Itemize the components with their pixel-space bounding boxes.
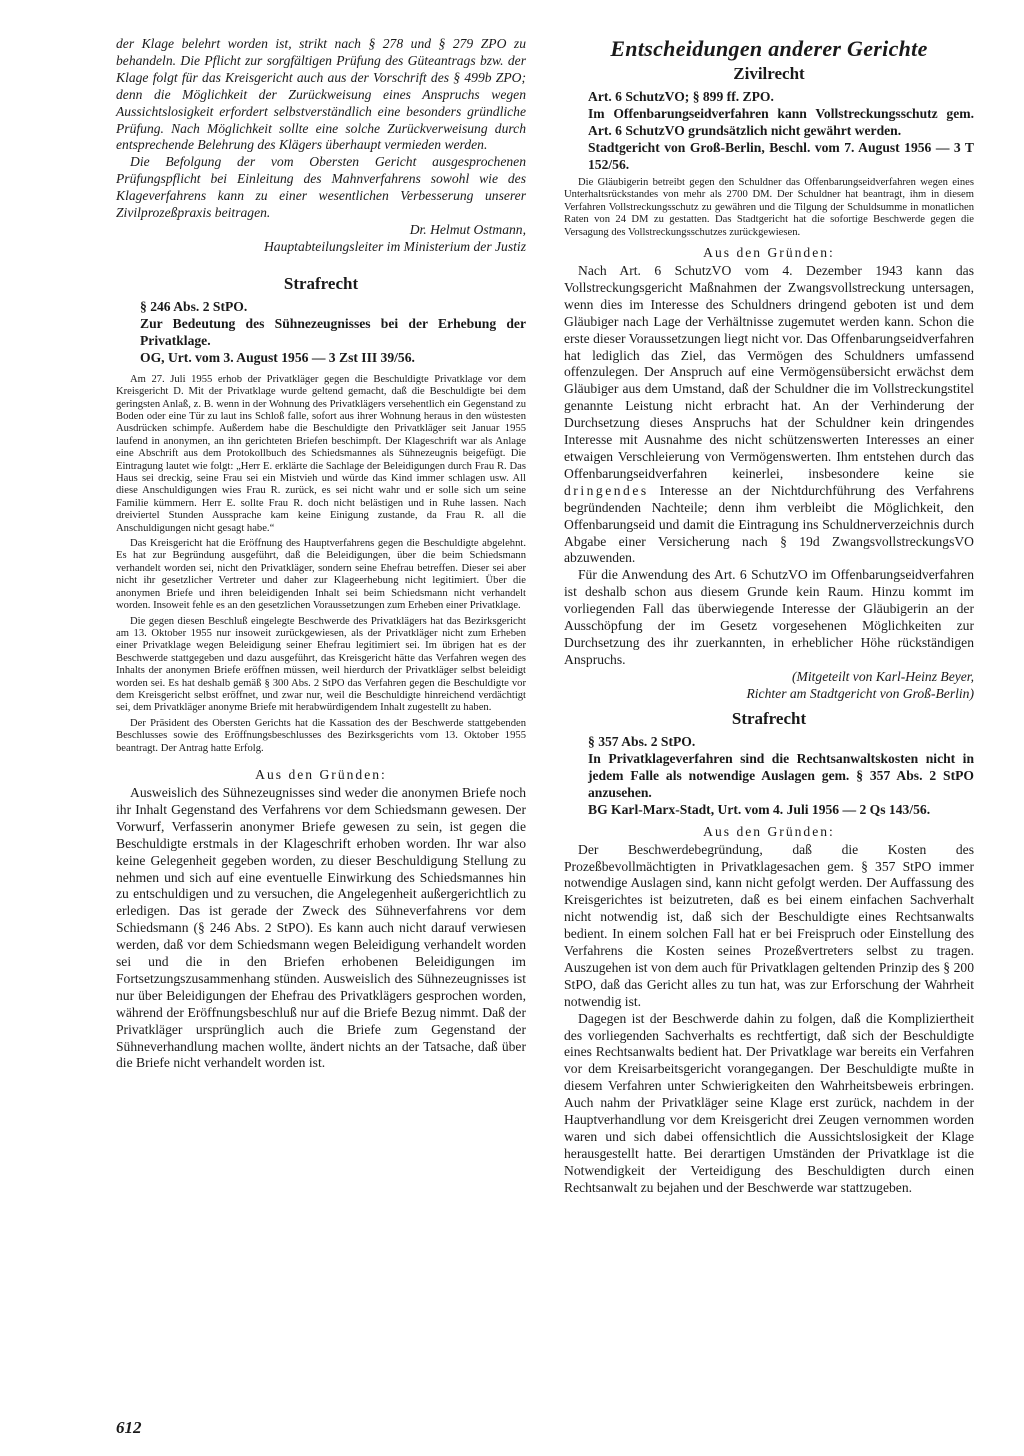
law-reference: § 246 Abs. 2 StPO. xyxy=(140,298,248,314)
intro-paragraph-1: der Klage belehrt worden ist, strikt nach § 278 und § 279 ZPO zu behandeln. Die Pflicht zur sorgfältigen Prüfung des Güteantrags bzw. der Klage folgt für das Kreisgericht auch aus der Vorschrift des § 499b ZPO; denn die Möglichkeit der Zurückweisung eines Anspruchs wegen Aussichtslosigkeit erfordert selbstverständlich eine besonders gründliche Prüfung. Nach Möglichkeit sollte eine solche Zurückverweisung durch entsprechende Belehrung des Klägers überhaupt vermieden werden. xyxy=(116,36,526,153)
reasons-1-paragraph-b: Für die Anwendung des Art. 6 SchutzVO im Offenbarungseidverfahren ist deshalb schon aus diesem Grunde kein Raum. Hinzu kommt im vorliegenden Fall das überwiegende Interesse der Gläubigerin an der Ausschöpfung der im Gesetz vorgesehenen Möglichkeiten zur Durchsetzung des ihr zuerkannten, in erheblicher Höhe rückständigen Anspruchs. xyxy=(564,567,974,667)
facts-1: Die Gläubigerin betreibt gegen den Schuldner das Offenbarungseidverfahren wegen eines Unterhaltsrückstandes von mehr als 2700 DM. Der Schuldner hat beantragt, ihm in diesem Verfahren Vollstreckungsschutz zu gewähren und die Tilgung der Schuldsumme in monatlichen Raten von 24 DM zu gestatten. Das Stadtgericht hat die sofortige Beschwerde gegen die Versagung des Vollstreckungsschutzes zurückgewiesen. xyxy=(564,177,974,238)
case-citation-2: BG Karl-Marx-Stadt, Urt. vom 4. Juli 1956 — 2 Qs 143/56. xyxy=(588,801,931,817)
headnote: Zur Bedeutung des Sühnezeugnisses bei der Erhebung der Privatklage. xyxy=(140,315,526,348)
facts-paragraph-4: Der Präsident des Obersten Gerichts hat die Kassation des der Beschwerde stattgebenden Beschlusses sowie des Eröffnungsbeschlusses des Bezirksgerichts vom 13. Oktober 1955 beantragt. Der Antrag hatte Erfolg. xyxy=(116,717,526,754)
communicated-by: (Mitgeteilt von Karl-Heinz Beyer, xyxy=(792,668,974,684)
reasons-paragraph: Ausweislich des Sühnezeugnisses sind weder die anonymen Briefe noch ihr Inhalt Gegenstand des Verfahrens vor dem Schiedsmann gewesen. Der Vorwurf, Verfasserin anonymer Briefe gewesen zu sein, ist gegen die Beschuldigte erstmals in der Klageschrift erhoben worden. Ihr war also keine Gelegenheit gegeben worden, zu dieser Beschuldigung Stellung zu nehmen und sich auf eine eventuelle Einwirkung des Schiedsmannes hin zu entschuldigen und zu versuchen, die Angelegenheit außergerichtlich zu erledigen. Das ist gerade der Zweck des Sühneverfahrens vor dem Schiedsmann (§ 246 Abs. 2 StPO). Es kann auch nicht darauf verwiesen werden, daß vor dem Schiedsmann wegen Beleidigung verhandelt worden sei und die in den Briefen erhobenen Beleidigungen im Fortsetzungszusammenhang stünden. Ausweislich des Sühnezeugnisses ist nur über Beleidigungen der Ehefrau des Privatklägers gesprochen worden, während der Eröffnungsbeschluß nur auf die Briefe Bezug nimmt. Daß der Privatkläger ursprünglich auch die Briefe zum Gegenstand der Sühneverhandlung machen wollte, ändert nichts an der Tatsache, daß über die Briefe nicht verhandelt worden ist. xyxy=(116,784,526,1071)
reasons-2-paragraph-a: Der Beschwerdebegründung, daß die Kosten des Prozeßbevollmächtigten in Privatklagesachen gem. § 357 StPO immer notwendige Auslagen sind, kann nicht gefolgt werden. Der Auffassung des Kreisgerichtes ist beizutreten, daß es bei einem einfachen Sachverhalt nicht notwendig ist, daß sich der Beschuldigte eines Rechtsanwalts bedient. In einem solchen Fall hat er bei Freispruch oder Einstellung des Verfahrens die Kosten seines Prozeßvertreters selbst zu tragen. Auszugehen ist von dem auch für Privatklagen geltenden Prinzip des § 200 StPO, daß das Gericht alles zu tun hat, was zur Erforschung der Wahrheit notwendig ist. xyxy=(564,841,974,1009)
left-column xyxy=(116,36,526,1072)
facts-paragraph-1: Am 27. Juli 1955 erhob der Privatkläger gegen die Beschuldigte Privatklage vor dem Kreisgericht D. Mit der Privatklage wurde geltend gemacht, daß die Beschuldigte bei dem geringsten Anlaß, z. B. wenn in der Wohnung des Privatklägers versehentlich ein Gegenstand zu Boden oder eine Tür zu laut ins Schloß falle, sofort aus ihrer Wohnung heraus in den wüstesten Ausdrücken schimpfe. Außerdem habe die Beschuldigte den Privatkläger seit Januar 1955 laufend in anonymen, an ihn gerichteten Briefen beschimpft. Der Klageschrift war als Anlage eine Abschrift aus dem Protokollbuch des Schiedsmannes als Sühnezeugnis beigefügt. Die Eintragung lautet wie folgt: „Herr E. erklärte die Sachlage der Beleidigungen durch Frau R. Das Haus sei dreckig, seine Frau sei ein Mistvieh und würde das Kind immer schlagen usw. All diese Anschuldigungen wies Frau R. zurück, es sei nicht wahr und er solle sich um seine Familie kümmern. Herr E. sollte Frau R. doch nicht belästigen und in Ruhe lassen. Nach dreiviertel Stunden Aussprache kam keine Einigung zustande, da Frau R. all die Anschuldigungen nicht gesagt habe.“ xyxy=(116,373,526,534)
section-heading-strafrecht-2: Strafrecht xyxy=(731,708,807,728)
intro-paragraph-2: Die Befolgung der vom Obersten Gericht ausgesprochenen Prüfungspflicht bei Einleitung des Mahnverfahrens sowohl wie des Klageverfahrens kann zu einer wesentlichen Verbesserung unserer Zivilprozeßpraxis beitragen. xyxy=(116,154,526,221)
author-name: Dr. Helmut Ostmann, xyxy=(409,221,526,237)
communicated-title: Richter am Stadtgericht von Groß-Berlin) xyxy=(746,685,974,701)
emphasis-dringendes: dringendes xyxy=(564,482,649,498)
reasons-heading: Aus den Gründen: xyxy=(255,766,387,782)
reasons-1-text-b: Interesse an der Nichtdurchführung des Verfahrens begründenden Nachteile; denn ihm verbleibt die Möglichkeit, den Offenbarungseid und damit die Eintragung ins Schuldnerverzeichnis durch Abgabe einer Versicherung nach § 19d ZwangsvollstreckungsVO abzuwenden. xyxy=(564,482,974,566)
reasons-1-text-a: Nach Art. 6 SchutzVO vom 4. Dezember 1943 kann das Vollstreckungsgericht Maßnahmen der Zwangsvollstreckung untersagen, wenn dies im Interesse des Schuldners dringend geboten ist und dem Gläubiger nach Lage der Verhältnisse zugemutet werden kann. Schon die erste dieser Voraussetzungen liegt nicht vor. Das Offenbarungseidverfahren hat lediglich das Ziel, das Vermögen des Schuldners umfassend offenzulegen. Der Anspruch auf eine Vermögensübersicht erwächst dem Gläubiger aus dem Umstand, daß der Schuldner die im Vollstreckungstitel genannte Leistung nicht erbracht hat. An der Verhinderung der Durchsetzung dieses Anspruchs hat der Schuldner kein dringendes Interesse mit Ausnahme des nicht schützenswerten Interesses an einer etwaigen Verschleierung von Vermögenswerten. Ihm entstehen durch das Offenbarungseidverfahren keinerlei, insbesondere keine sie xyxy=(564,263,974,481)
headnote-2: In Privatklageverfahren sind die Rechtsanwaltskosten nicht in jedem Falle als notwendige Auslagen gem. § 357 Abs. 2 StPO anzusehen. xyxy=(588,750,974,800)
case-citation: OG, Urt. vom 3. August 1956 — 3 Zst III 39/56. xyxy=(140,349,415,365)
right-column xyxy=(564,36,974,1197)
facts-paragraph-2: Das Kreisgericht hat die Eröffnung des Hauptverfahrens gegen die Beschuldigte abgelehnt. Es hat zur Begründung ausgeführt, daß die Beleidigungen, über die beim Schiedsmann verhandelt worden sei, nicht den Privatkläger, sondern seine Ehefrau betreffen. Dieser sei aber nicht ihr gesetzlicher Vertreter und daher zur Klageerhebung nicht legitimiert. Über die anonymen Briefe und ihren beleidigenden Inhalt sei beim Schiedsmann nicht verhandelt worden. Insoweit fehle es an den gesetzlichen Voraussetzungen zum Erheben einer Privatklage. xyxy=(116,538,526,612)
section-heading-strafrecht: Strafrecht xyxy=(283,273,359,293)
headnote-1: Im Offenbarungseidverfahren kann Vollstreckungsschutz gem. Art. 6 SchutzVO grundsätzlich nicht gewährt werden. xyxy=(588,106,974,138)
law-reference-2: § 357 Abs. 2 StPO. xyxy=(588,733,696,749)
section-heading-zivilrecht: Zivilrecht xyxy=(733,64,805,83)
reasons-1-paragraph-a xyxy=(564,263,974,567)
author-title: Hauptabteilungsleiter im Ministerium der Justiz xyxy=(263,238,526,254)
page-number: 612 xyxy=(116,1418,142,1437)
law-reference-1: Art. 6 SchutzVO; § 899 ff. ZPO. xyxy=(588,89,774,104)
reasons-heading-2: Aus den Gründen: xyxy=(703,823,835,839)
main-heading: Entscheidungen anderer Gerichte xyxy=(610,36,928,61)
case-citation-1: Stadtgericht von Groß-Berlin, Beschl. vom 7. August 1956 — 3 T 152/56. xyxy=(588,140,974,172)
reasons-heading-1: Aus den Gründen: xyxy=(703,245,835,261)
facts-paragraph-3: Die gegen diesen Beschluß eingelegte Beschwerde des Privatklägers hat das Bezirksgericht am 13. Oktober 1955 nur insoweit zurückgewiesen, als der Privatkläger nicht zum Erheben einer Privatklage wegen Beleidigung seiner Ehefrau legitimiert sei. Im übrigen hat es der Beschwerde stattgegeben und dazu ausgeführt, das Kreisgericht hätte das Verfahren wegen des Inhalts der anonymen Briefe eröffnen müssen, weil hierdurch der Privatkläger selbst beleidigt worden sei. Es hat deshalb gemäß § 300 Abs. 2 StPO das Verfahren gegen die Beschuldigte vor dem Kreisgericht selbst eröffnet, und zwar nur, weil die Beschuldigte hinreichend verdächtigt sei, dem Privatkläger anonyme Briefe mit herabwürdigendem Inhalt zugestellt zu haben. xyxy=(116,615,526,714)
reasons-2-paragraph-b: Dagegen ist der Beschwerde dahin zu folgen, daß die Kompliziertheit des vorliegenden Sachverhalts es rechtfertigt, daß sich der Beschuldigte eines Rechtsanwalts bedient hat. Der Privatklage war bereits ein Verfahren vor dem Kreisarbeitsgericht vorangegangen. Der Beschuldigte mußte in diesem Verfahren unter Schwierigkeiten den Wahrheitsbeweis erbringen. Auch nahm der Privatkläger seine Klage erst zurück, nachdem in der Hauptverhandlung vor dem Kreisgericht drei Zeugen vernommen worden waren und sich dabei offensichtlich die Aussichtslosigkeit der Klage herausgestellt hatte. Bei derartigen Umständen der Privatklage ist die Notwendigkeit der Verteidigung des Beschuldigten durch einen Rechtsanwalt zu bejahen und der Beschwerde war stattzugeben. xyxy=(564,1010,974,1195)
